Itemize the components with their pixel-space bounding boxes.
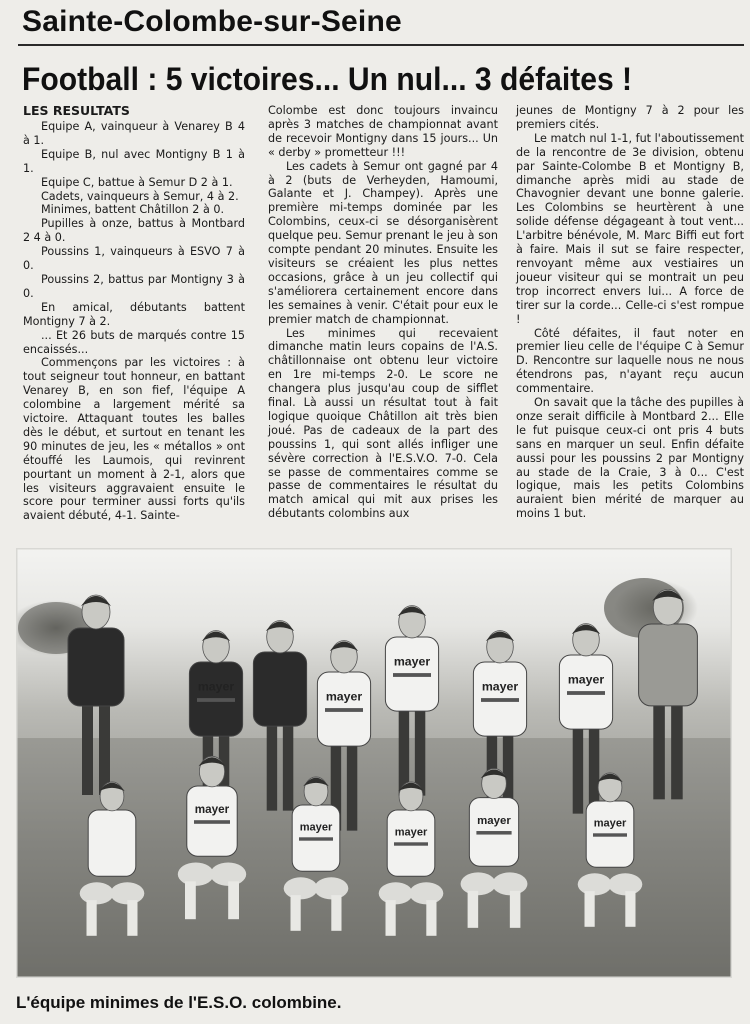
article-column-1 (23, 104, 245, 523)
player-leg (415, 705, 425, 795)
player-sock (185, 881, 196, 919)
article-paragraph: Côté défaites, il faut noter en premier lieu celle de l'équipe C à Semur D. Rencontre sur laquelle nous ne nous étendrons pas, n'ayant reçu aucun commentaire. (516, 326, 744, 396)
jersey-stripe (299, 837, 333, 840)
jersey-sponsor: mayer (567, 672, 605, 687)
jersey-sponsor: mayer (593, 817, 627, 830)
team-photo (16, 548, 732, 978)
result-line: En amical, débutants battent Montigny 7 à 2. (23, 300, 245, 328)
jersey-stripe (393, 673, 431, 677)
article-column-2 (268, 104, 498, 521)
player-sock (426, 900, 436, 936)
result-line: Pupilles à onze, battus à Montbard 2 4 à 0. (23, 217, 245, 245)
jersey-stripe (194, 820, 230, 824)
result-line: Poussins 1, vainqueurs à ESVO 7 à 0. (23, 245, 245, 273)
article-paragraph: Le match nul 1-1, fut l'aboutissement de la rencontre de 3e division, obtenu par Sainte-Colombe B et Montigny B, dimanche après midi au stade de Chavognier devant une bonne galerie. Les Colombins se heurtèrent à une solide défense dégageant à tout vent... L'arbitre bénévole, M. Marc Biffi eut fort à faire. Mais il sut se faire respecter, renvoyant même aux vestiaires un joueur visiteur qui se montrait un peu trop incorrect envers lui... A force de tirer sur la corde... Celle-ci s'est rompue ! (516, 131, 744, 326)
jersey-stripe (476, 831, 511, 835)
jersey-sponsor: mayer (299, 821, 333, 834)
article-paragraph: Les cadets à Semur ont gagné par 4 à 2 (buts de Verheyden, Hamoumi, Galante et J. Champey). Après une première mi-temps dominée par les Colombins, ceux-ci se désorganisèrent quelque peu. Semur prenant le jeu à son compte pendant 20 minutes. Ensuite les visiteurs se créaient les plus nettes occasions, grâce à un jeu collectif qui s'améliorera certainement encore dans les semaines à venir. C'était pour eux le premier match de championnat. (268, 159, 498, 326)
article-paragraph: On savait que la tâche des pupilles à onze serait difficile à Montbard 2... Elle le fut puisque ceux-ci ont pris 4 buts sans en marquer un seul. Enfin défaite aussi pour les poussins 2 par Montigny au stade de la Craie, 3 à 0... C'est logique, mais les petits Colombins auraient bien mérité de marquer au moins 1 but. (516, 396, 744, 521)
result-line: Equipe B, nul avec Montigny B 1 à 1. (23, 147, 245, 175)
photo-caption: L'équipe minimes de l'E.S.O. colombine. (16, 993, 342, 1012)
article-paragraph: Les minimes qui recevaient dimanche matin leurs copains de l'A.S. châtillonnaise ont obtenu leur victoire en 1re mi-temps 2-0. Le score ne changera plus jusqu'au coup de sifflet final. Là aussi un résultat tout à fait logique quoique Châtillon ait très bien joué. Pas de cadeaux de la part des poussins 1, qui sont allés infliger une sévère correction à l'E.S.V.O. 7-0. Cela se passe de commentaires comme se passe de commentaires le résultat du match amical qui mit aux prises les débutants colombins aux (268, 326, 498, 521)
player-sock (468, 891, 479, 928)
jersey-sponsor: mayer (477, 815, 511, 827)
player-sock (228, 881, 239, 919)
player-leg (589, 723, 599, 813)
player-leg (347, 740, 357, 830)
player-leg (653, 700, 665, 800)
player-leg (82, 700, 93, 795)
jersey-stripe (325, 708, 363, 712)
result-line: Cadets, vainqueurs à Semur, 4 à 2. (41, 189, 239, 203)
results-subhead: LES RESULTATS (23, 103, 130, 118)
player-sock (331, 895, 341, 931)
jersey-stripe (567, 691, 605, 695)
article-paragraph: jeunes de Montigny 7 à 2 pour les premiers cités. (516, 104, 744, 131)
player-leg (283, 720, 293, 810)
header-rule (18, 44, 744, 46)
result-line: Equipe C, battue à Semur D 2 à 1. (41, 175, 233, 189)
player-shirt (88, 810, 136, 876)
jersey-stripe (481, 698, 519, 702)
jersey-stripe (394, 842, 428, 845)
player-leg (99, 700, 110, 795)
player-sock (291, 895, 301, 931)
result-line: Minimes, battent Châtillon 2 à 0. (41, 203, 225, 217)
jersey-sponsor: mayer (325, 689, 363, 704)
player-sock (127, 900, 137, 936)
article-paragraph: Commençons par les victoires : à tout seigneur tout honneur, en battant Venarey B, en son fief, l'équipe A colombine a largement mérité sa victoire. Attaquant toutes les balles dès le début, et surtout en tenant les 90 minutes de jeu, les « métallos » ont étouffé les Laumois, qui revinrent pourtant un moment à 2-1, alors que les visiteurs aggravaient ensuite le score pour terminer aussi forts qu'ils avaient débuté, 4-1. Sainte- (23, 356, 245, 523)
jersey-sponsor: mayer (197, 679, 235, 694)
team-photo-illustration (16, 548, 732, 978)
jersey-sponsor: mayer (481, 679, 519, 694)
article-column-3 (516, 104, 744, 521)
player-sock (585, 891, 595, 927)
jersey-sponsor: mayer (194, 803, 230, 816)
player-sock (386, 900, 396, 936)
player-leg (573, 723, 583, 813)
player-sock (625, 891, 635, 927)
result-line: Poussins 2, battus par Montigny 3 à 0. (23, 272, 245, 300)
jersey-sponsor: mayer (394, 826, 428, 839)
result-line: Equipe A, vainqueur à Venarey B 4 à 1. (23, 120, 245, 147)
jersey-stripe (593, 833, 627, 836)
player-shirt (639, 624, 698, 706)
article-paragraph: Colombe est donc toujours invaincu après 3 matches de championnat avant de recevoir Montigny dans 15 jours... Un « derby » prometteur !!! (268, 104, 498, 159)
town-header: Sainte-Colombe-sur-Seine (22, 5, 402, 38)
jersey-stripe (197, 698, 235, 702)
player-shirt (253, 652, 306, 726)
jersey-sponsor: mayer (393, 654, 431, 669)
article-headline: Football : 5 victoires... Un nul... 3 défaites ! (22, 61, 633, 97)
player-shirt (68, 628, 124, 706)
player-leg (267, 720, 277, 810)
player-leg (671, 700, 683, 800)
result-line: ... Et 26 buts de marqués contre 15 encaissés... (23, 328, 245, 356)
player-sock (510, 891, 521, 928)
player-sock (87, 900, 97, 936)
